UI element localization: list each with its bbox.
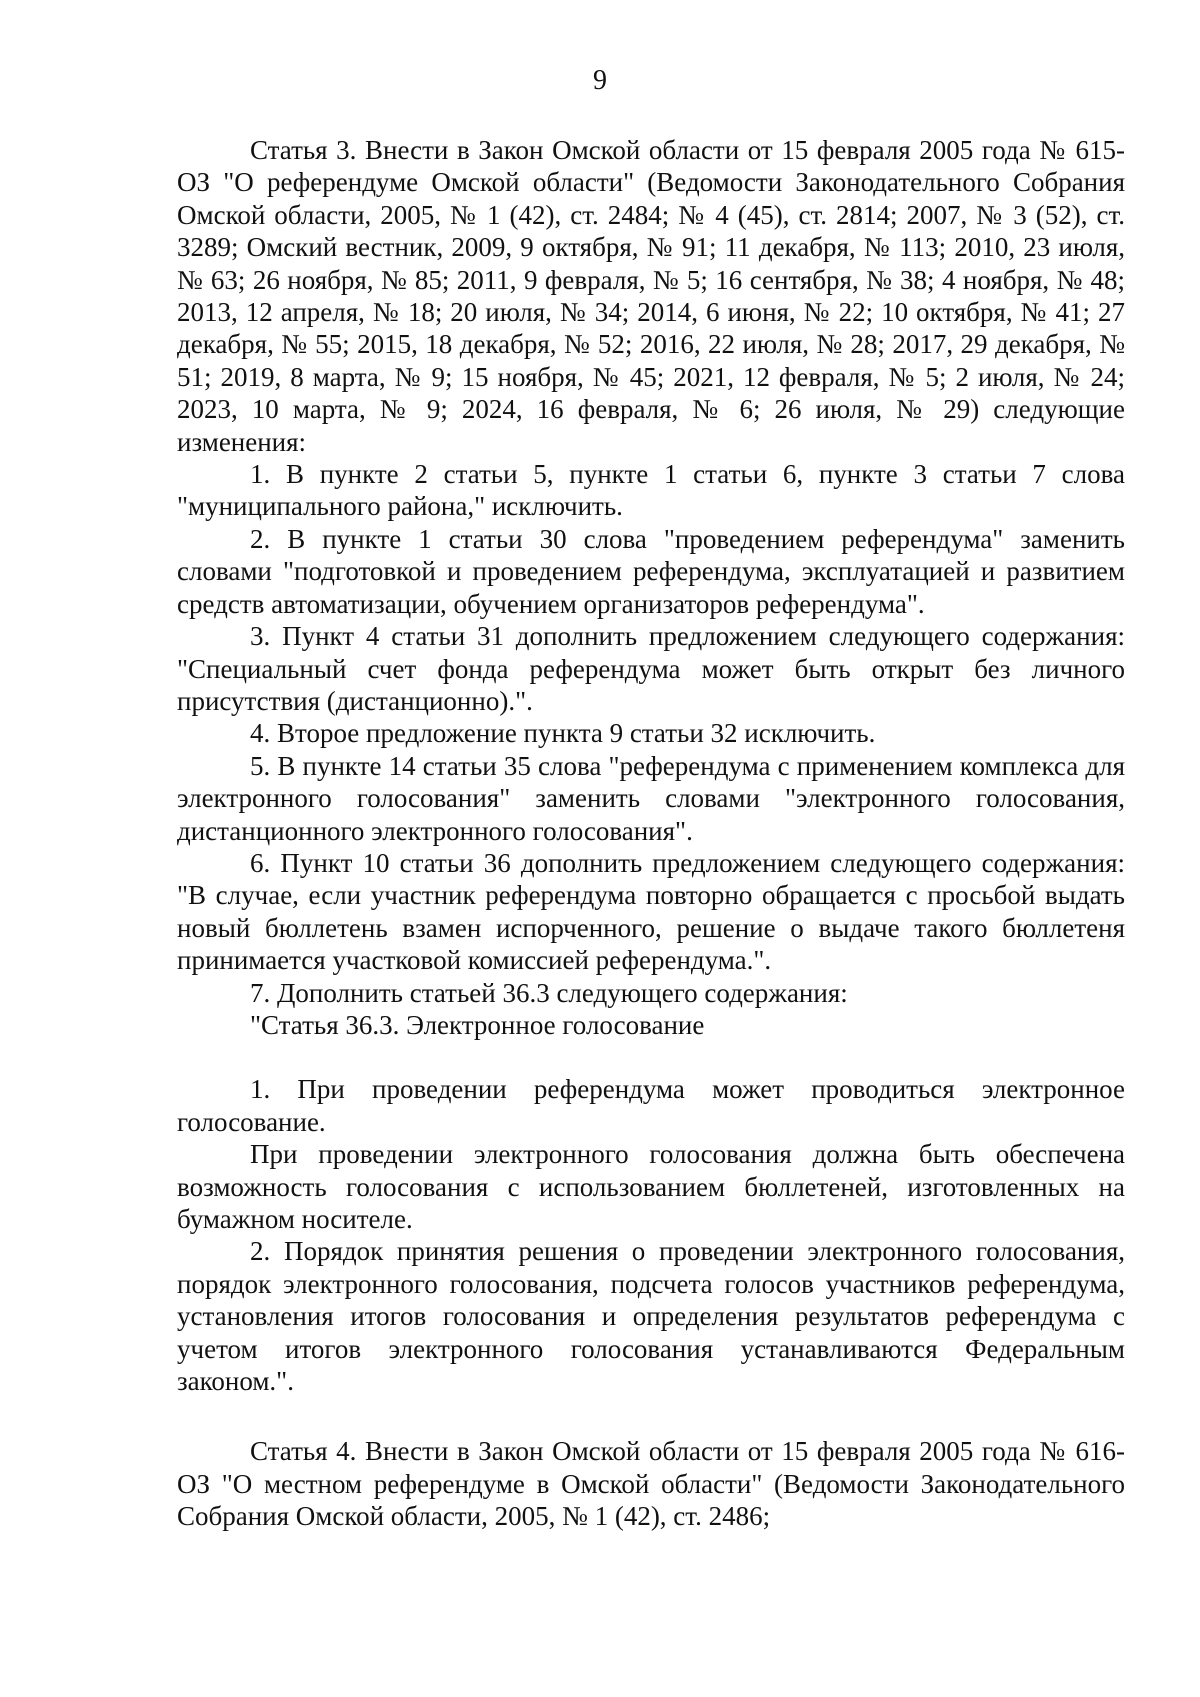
amendment-item-6: 6. Пункт 10 статьи 36 дополнить предложением следующего содержания: "В случае, если участник референдума повторно обращается с просьбой выдать новый бюллетень взамен испорченного, решение о выдаче такого бюллетеня принимается участковой комиссией референдума.".	[177, 847, 1125, 976]
amendment-item-7: 7. Дополнить статьей 36.3 следующего содержания:	[250, 977, 848, 1008]
page-number: 9	[593, 65, 607, 96]
new-article-heading: "Статья 36.3. Электронное голосование	[250, 1009, 705, 1040]
document-body	[177, 134, 1125, 1533]
new-article-clause-2: 2. Порядок принятия решения о проведении электронного голосования, порядок электронного голосования, подсчета голосов участников референдума, установления итогов голосования и определения результатов референдума с учетом итогов электронного голосования устанавливаются Федеральным законом.".	[177, 1236, 1125, 1397]
amendment-item-3: 3. Пункт 4 статьи 31 дополнить предложением следующего содержания: "Специальный счет фонда референдума может быть открыт без личного присутствия (дистанционно).".	[177, 621, 1125, 716]
new-article-clause-1-part-2: При проведении электронного голосования должна быть обеспечена возможность голосования с использованием бюллетеней, изготовленных на бумажном носителе.	[177, 1139, 1125, 1234]
amendment-item-4: 4. Второе предложение пункта 9 статьи 32 исключить.	[250, 718, 876, 749]
amendment-item-1: 1. В пункте 2 статьи 5, пункте 1 статьи 6, пункте 3 статьи 7 слова "муниципального района," исключить.	[177, 459, 1125, 522]
new-article-clause-1: 1. При проведении референдума может проводиться электронное голосование.	[177, 1074, 1125, 1137]
amendment-item-5: 5. В пункте 14 статьи 35 слова "референдума с применением комплекса для электронного голосования" заменить словами "электронного голосования, дистанционного электронного голосования".	[177, 750, 1125, 846]
article-3-intro: Статья 3. Внести в Закон Омской области от 15 февраля 2005 года № 615-ОЗ "О референдуме Омской области" (Ведомости Законодательного Собрания Омской области, 2005, № 1 (42), ст. 2484; № 4 (45), ст. 2814; 2007, № 3 (52), ст. 3289; Омский вестник, 2009, 9 октября, № 91; 11 декабря, № 113; 2010, 23 июля, № 63; 26 ноября, № 85; 2011, 9 февраля, № 5; 16 сентября, № 38; 4 ноября, № 48; 2013, 12 апреля, № 18; 20 июля, № 34; 2014, 6 июня, № 22; 10 октября, № 41; 27 декабря, № 55; 2015, 18 декабря, № 52; 2016, 22 июля, № 28; 2017, 29 декабря, № 51; 2019, 8 марта, № 9; 15 ноября, № 45; 2021, 12 февраля, № 5; 2 июля, № 24; 2023, 10 марта, № 9; 2024, 16 февраля, № 6; 26 июля, № 29) следующие изменения:	[177, 135, 1125, 457]
article-4-intro: Статья 4. Внести в Закон Омской области от 15 февраля 2005 года № 616-ОЗ "О местном референдуме в Омской области" (Ведомости Законодательного Собрания Омской области, 2005, № 1 (42), ст. 2486;	[177, 1436, 1125, 1532]
amendment-item-2: 2. В пункте 1 статьи 30 слова "проведением референдума" заменить словами "подготовкой и проведением референдума, эксплуатацией и развитием средств автоматизации, обучением организаторов референдума".	[177, 523, 1125, 619]
